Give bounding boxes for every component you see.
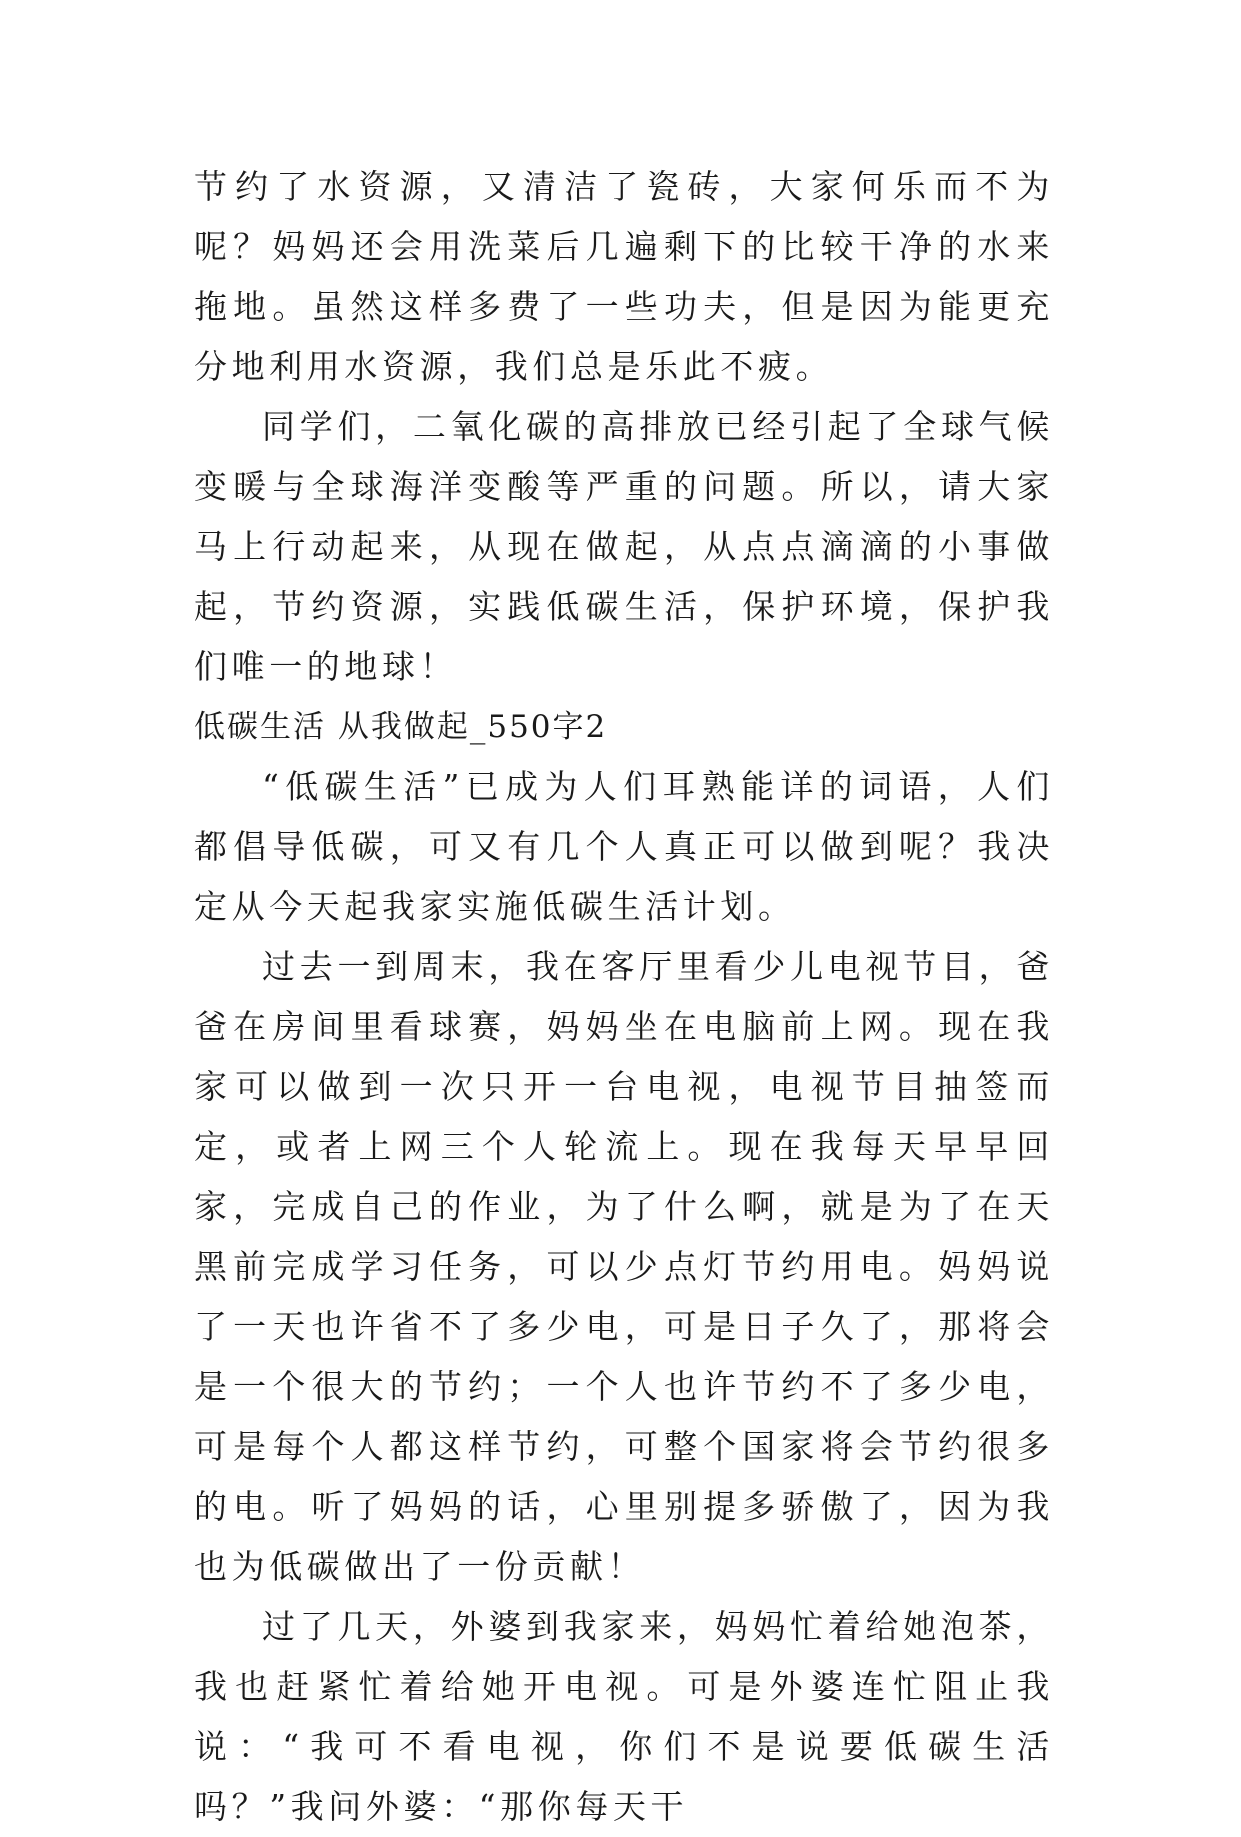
document-body <box>194 157 1054 1837</box>
paragraph-classmates-appeal: 同学们，二氧化碳的高排放已经引起了全球气候变暖与全球海洋变酸等严重的问题。所以，请大家马上行动起来，从现在做起，从点点滴滴的小事做起，节约资源，实践低碳生活，保护环境，保护我们唯一的地球！ <box>194 407 1054 686</box>
paragraph-low-carbon-intro: “低碳生活”已成为人们耳熟能详的词语，人们都倡导低碳，可又有几个人真正可以做到呢？我决定从今天起我家实施低碳生活计划。 <box>194 767 1054 926</box>
paragraph-continued: 节约了水资源，又清洁了瓷砖，大家何乐而不为呢？妈妈还会用洗菜后几遍剩下的比较干净的水来拖地。虽然这样多费了一些功夫，但是因为能更充分地利用水资源，我们总是乐此不疲。 <box>194 167 1054 386</box>
paragraph-grandma-visit: 过了几天，外婆到我家来，妈妈忙着给她泡茶，我也赶紧忙着给她开电视。可是外婆连忙阻止我说：“我可不看电视，你们不是说要低碳生活吗？”我问外婆：“那你每天干 <box>194 1607 1054 1826</box>
section-title: 低碳生活 从我做起_550字2 <box>194 709 608 745</box>
paragraph-weekend-tv: 过去一到周末，我在客厅里看少儿电视节目，爸爸在房间里看球赛，妈妈坐在电脑前上网。现在我家可以做到一次只开一台电视，电视节目抽签而定，或者上网三个人轮流上。现在我每天早早回家，完成自己的作业，为了什么啊，就是为了在天黑前完成学习任务，可以少点灯节约用电。妈妈说了一天也许省不了多少电，可是日子久了，那将会是一个很大的节约；一个人也许节约不了多少电，可是每个人都这样节约，可整个国家将会节约很多的电。听了妈妈的话，心里别提多骄傲了，因为我也为低碳做出了一份贡献！ <box>194 947 1054 1586</box>
